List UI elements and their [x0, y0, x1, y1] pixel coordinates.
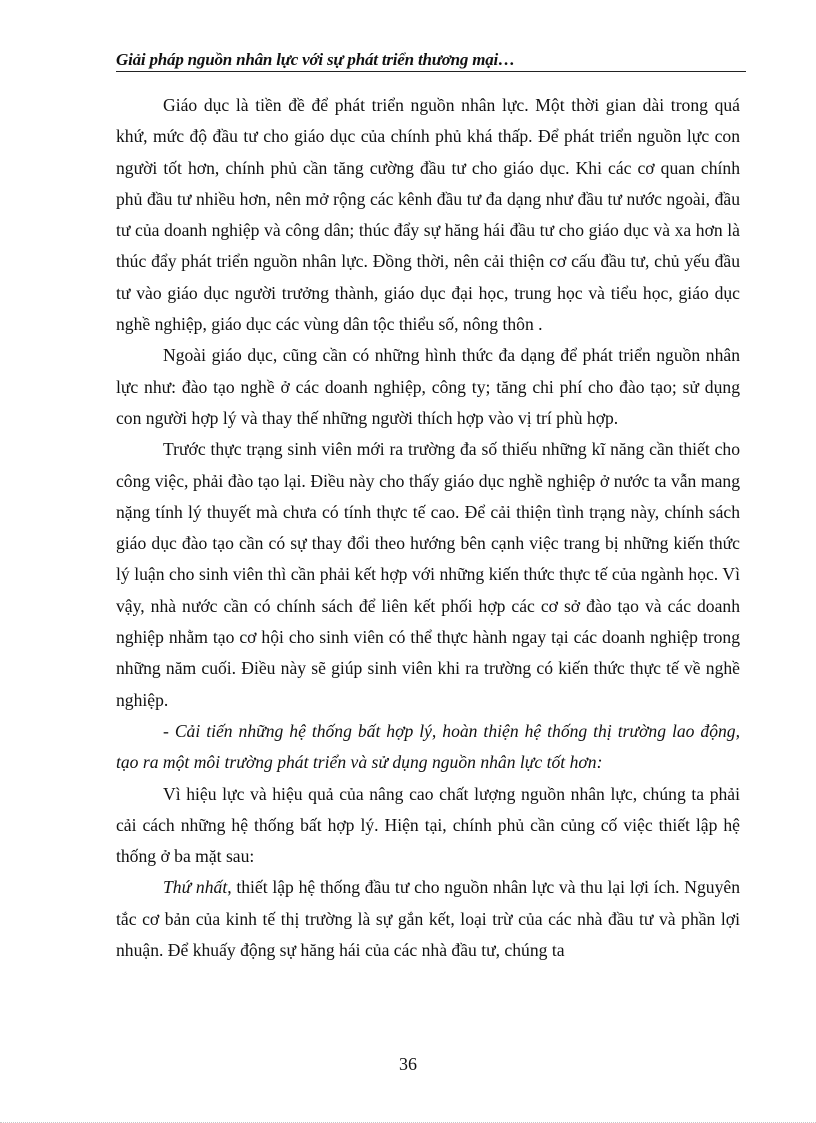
italic-subheading: - Cải tiến những hệ thống bất hợp lý, hoàn thiện hệ thống thị trường lao động, tạo ra một môi trường phát triển và sử dụng nguồn nhân lực tốt hơn: — [116, 720, 740, 773]
paragraph-first-point — [116, 872, 740, 966]
running-header — [116, 49, 746, 72]
paragraph-education-investment: Giáo dục là tiền đề để phát triển nguồn nhân lực. Một thời gian dài trong quá khứ, mức độ đầu tư cho giáo dục của chính phủ khá thấp. Để phát triển nguồn lực con người tốt hơn, chính phủ cần tăng cường đầu tư cho giáo dục. Khi các cơ quan chính phủ đầu tư nhiều hơn, nên mở rộng các kênh đầu tư đa dạng như đầu tư nước ngoài, đầu tư của doanh nghiệp và công dân; thúc đẩy sự hăng hái đầu tư cho giáo dục và xa hơn là thúc đẩy phát triển nguồn nhân lực. Đồng thời, nên cải thiện cơ cấu đầu tư, chủ yếu đầu tư vào giáo dục người trưởng thành, giáo dục đại học, trung học và tiểu học, giáo dục nghề nghiệp, giáo dục các vùng dân tộc thiểu số, nông thôn . — [116, 95, 740, 335]
paragraph-reform-systems: Vì hiệu lực và hiệu quả của nâng cao chất lượng nguồn nhân lực, chúng ta phải cải cách những hệ thống bất hợp lý. Hiện tại, chính phủ cần củng cố việc thiết lập hệ thống ở ba mặt sau: — [116, 783, 740, 867]
first-point-label: Thứ nhất — [163, 877, 228, 898]
paragraph-graduates-skills: Trước thực trạng sinh viên mới ra trường đa số thiếu những kĩ năng cần thiết cho công việc, phải đào tạo lại. Điều này cho thấy giáo dục nghề nghiệp ở nước ta vẫn mang nặng tính lý thuyết mà chưa có tính thực tế cao. Để cải thiện tình trạng này, chính sách giáo dục đào tạo cần có sự thay đổi theo hướng bên cạnh việc trang bị những kiến thức lý luận cho sinh viên thì cần phải kết hợp với những kiến thức thực tế của ngành học. Vì vậy, nhà nước cần có chính sách để liên kết phối hợp các cơ sở đào tạo và các doanh nghiệp nhằm tạo cơ hội cho sinh viên có thể thực hành ngay tại các doanh nghiệp trong những năm cuối. Điều này sẽ giúp sinh viên khi ra trường có kiến thức thực tế về nghề nghiệp. — [116, 439, 740, 710]
body-text — [116, 90, 740, 966]
header-title: Giải pháp nguồn nhân lực với sự phát triển thương mại… — [116, 50, 515, 69]
first-point-text: , thiết lập hệ thống đầu tư cho nguồn nhân lực và thu lại lợi ích. Nguyên tắc cơ bản của kinh tế thị trường là sự gắn kết, loại trừ của các nhà đầu tư và phần lợi nhuận. Để khuấy động sự hăng hái của các nhà đầu tư, chúng ta — [116, 877, 740, 961]
page-number: 36 — [399, 1054, 417, 1074]
paragraph-other-forms: Ngoài giáo dục, cũng cần có những hình thức đa dạng để phát triển nguồn nhân lực như: đào tạo nghề ở các doanh nghiệp, công ty; tăng chi phí cho đào tạo; sử dụng con người hợp lý và thay thế những người thích hợp vào vị trí phù hợp. — [116, 345, 740, 428]
